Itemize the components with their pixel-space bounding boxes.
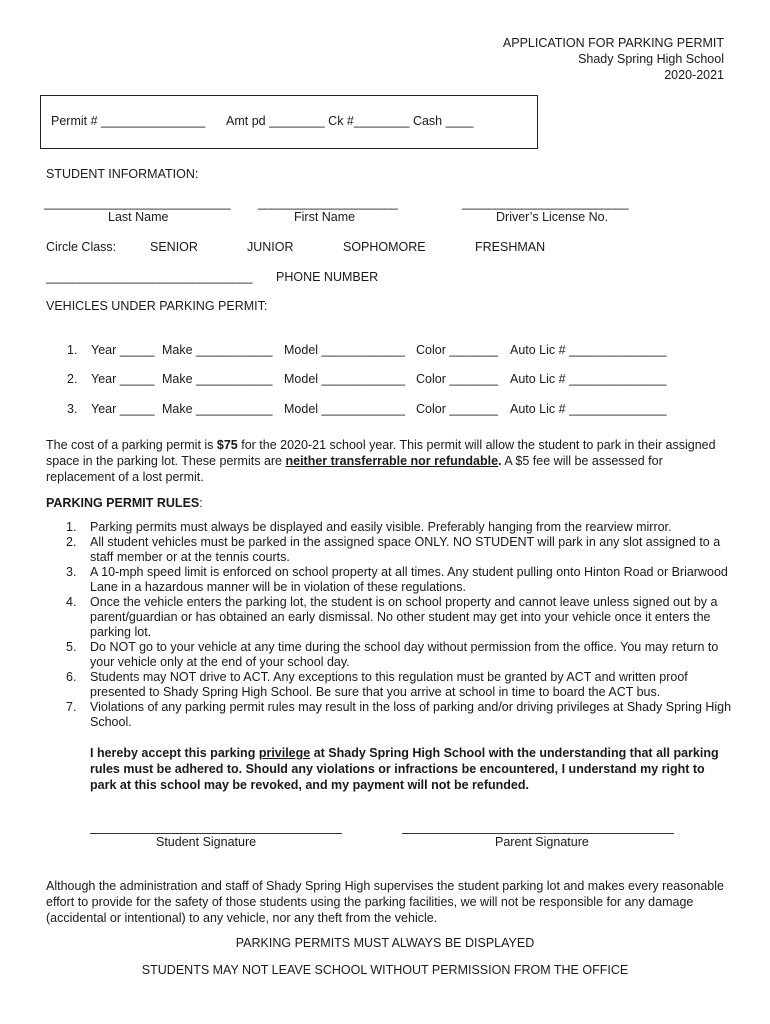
- vehicle-year-field[interactable]: Year _____: [91, 402, 155, 416]
- rules-heading-colon: :: [199, 496, 203, 510]
- vehicle-license-field[interactable]: Auto Lic # ______________: [510, 402, 667, 416]
- school-name: Shady Spring High School: [578, 52, 724, 66]
- list-item: [46, 595, 736, 640]
- vehicle-make-field[interactable]: Make ___________: [162, 343, 273, 357]
- leave-notice: STUDENTS MAY NOT LEAVE SCHOOL WITHOUT PERMISSION FROM THE OFFICE: [141, 963, 629, 977]
- vehicle-row: [0, 372, 770, 388]
- permit-price: $75: [216, 438, 238, 452]
- vehicle-license-field[interactable]: Auto Lic # ______________: [510, 372, 667, 386]
- acceptance-text: I hereby accept this parking: [90, 746, 259, 760]
- rule-number: 5.: [66, 640, 77, 654]
- payment-field[interactable]: Amt pd ________ Ck #________ Cash ____: [226, 114, 474, 128]
- form-title: APPLICATION FOR PARKING PERMIT: [502, 36, 724, 50]
- permit-number-field[interactable]: Permit # _______________: [51, 114, 206, 128]
- acceptance-statement: [90, 745, 730, 793]
- acceptance-text: at Shady Spring High School with the understanding that all parking rules must be adhered to. Should any violations or infractions be encountered, I understand my right to park at this school may be revoked, and my payment will not be refunded.: [90, 746, 719, 792]
- rules-list: [46, 520, 736, 730]
- first-name-line[interactable]: _____________________: [258, 196, 398, 210]
- cost-text: for the 2020-21 school year. This permit will allow the student to park in their assigned space in the parking lot. These permits are: [46, 438, 716, 468]
- circle-class-label: Circle Class:: [46, 240, 117, 254]
- rule-number: 3.: [66, 565, 77, 579]
- vehicles-heading: VEHICLES UNDER PARKING PERMIT:: [46, 299, 268, 313]
- list-item: [46, 535, 736, 565]
- rule-text: Do NOT go to your vehicle at any time during the school day without permission from the office. You may return to your vehicle only at the end of your school day.: [90, 640, 719, 669]
- class-option-sophomore[interactable]: SOPHOMORE: [343, 240, 426, 254]
- vehicle-row: [0, 343, 770, 359]
- vehicle-color-field[interactable]: Color _______: [416, 343, 499, 357]
- list-item: [46, 700, 736, 730]
- vehicle-model-field[interactable]: Model ____________: [284, 343, 405, 357]
- vehicle-number: 2.: [67, 372, 78, 386]
- vehicle-model-field[interactable]: Model ____________: [284, 402, 405, 416]
- cost-text: The cost of a parking permit is: [46, 438, 217, 452]
- last-name-label: Last Name: [108, 210, 169, 224]
- vehicle-model-field[interactable]: Model ____________: [284, 372, 405, 386]
- rule-text: Violations of any parking permit rules may result in the loss of parking and/or driving privileges at Shady Spring High School.: [90, 700, 732, 729]
- license-line[interactable]: _________________________: [462, 196, 629, 210]
- list-item: [46, 520, 736, 535]
- rule-number: 4.: [66, 595, 77, 609]
- rules-heading: [46, 496, 203, 510]
- vehicle-row: [0, 402, 770, 418]
- rules-heading-text: PARKING PERMIT RULES: [46, 496, 200, 510]
- form-header: [503, 35, 724, 83]
- class-option-senior[interactable]: SENIOR: [150, 240, 198, 254]
- not-transferrable-note: neither transferrable nor refundable: [285, 454, 499, 468]
- rule-number: 1.: [66, 520, 77, 534]
- vehicle-color-field[interactable]: Color _______: [416, 372, 499, 386]
- class-option-freshman[interactable]: FRESHMAN: [475, 240, 546, 254]
- cost-text-period: .: [498, 454, 502, 468]
- student-signature-line[interactable]: [90, 833, 342, 834]
- list-item: [46, 670, 736, 700]
- vehicle-number: 3.: [67, 402, 78, 416]
- privilege-word: privilege: [258, 746, 311, 760]
- license-label: Driver’s License No.: [496, 210, 609, 224]
- rule-number: 2.: [66, 535, 77, 549]
- student-signature-label: Student Signature: [156, 835, 257, 849]
- rule-text: A 10-mph speed limit is enforced on school property at all times. Any student pulling onto Hinton Road or Briarwood Lane in a hazardous manner will be in violation of these regulations.: [90, 565, 728, 594]
- rule-number: 7.: [66, 700, 77, 714]
- first-name-label: First Name: [294, 210, 356, 224]
- phone-line[interactable]: _______________________________: [46, 270, 253, 284]
- display-notice: PARKING PERMITS MUST ALWAYS BE DISPLAYED: [235, 936, 535, 950]
- vehicle-number: 1.: [67, 343, 78, 357]
- last-name-line[interactable]: ____________________________: [44, 196, 231, 210]
- rule-text: All student vehicles must be parked in the assigned space ONLY. NO STUDENT will park in any slot assigned to a staff member or at the tennis courts.: [90, 535, 721, 564]
- parent-signature-line[interactable]: [402, 833, 674, 834]
- vehicle-make-field[interactable]: Make ___________: [162, 372, 273, 386]
- school-year: 2020-2021: [664, 68, 724, 82]
- liability-disclaimer: Although the administration and staff of Shady Spring High supervises the student parking lot and makes every reasonable effort to provide for the safety of those students using the parking facilities, we will not be responsible for any damage (accidental or intentional) to any vehicle, nor any theft from the vehicle.: [46, 879, 724, 925]
- list-item: [46, 640, 736, 670]
- vehicle-year-field[interactable]: Year _____: [91, 372, 155, 386]
- student-info-heading: STUDENT INFORMATION:: [46, 167, 199, 181]
- rule-text: Parking permits must always be displayed and easily visible. Preferably hanging from the rearview mirror.: [90, 520, 672, 534]
- cost-paragraph: [46, 437, 730, 485]
- vehicle-color-field[interactable]: Color _______: [416, 402, 499, 416]
- phone-label: PHONE NUMBER: [276, 270, 379, 284]
- class-option-junior[interactable]: JUNIOR: [247, 240, 294, 254]
- vehicle-year-field[interactable]: Year _____: [91, 343, 155, 357]
- parent-signature-label: Parent Signature: [495, 835, 589, 849]
- list-item: [46, 565, 736, 595]
- cost-text: A $5 fee will be assessed for replacement of a lost permit.: [46, 454, 663, 484]
- vehicle-license-field[interactable]: Auto Lic # ______________: [510, 343, 667, 357]
- rule-number: 6.: [66, 670, 77, 684]
- vehicle-make-field[interactable]: Make ___________: [162, 402, 273, 416]
- rule-text: Students may NOT drive to ACT. Any exceptions to this regulation must be granted by ACT and written proof presented to Shady Spring High School. Be sure that you arrive at school in time to board the ACT bus.: [90, 670, 688, 699]
- rule-text: Once the vehicle enters the parking lot, the student is on school property and cannot leave unless signed out by a parent/guardian or has obtained an early dismissal. No other student may get into your vehicle once it enters the parking lot.: [90, 595, 718, 639]
- office-use-box: [40, 95, 538, 149]
